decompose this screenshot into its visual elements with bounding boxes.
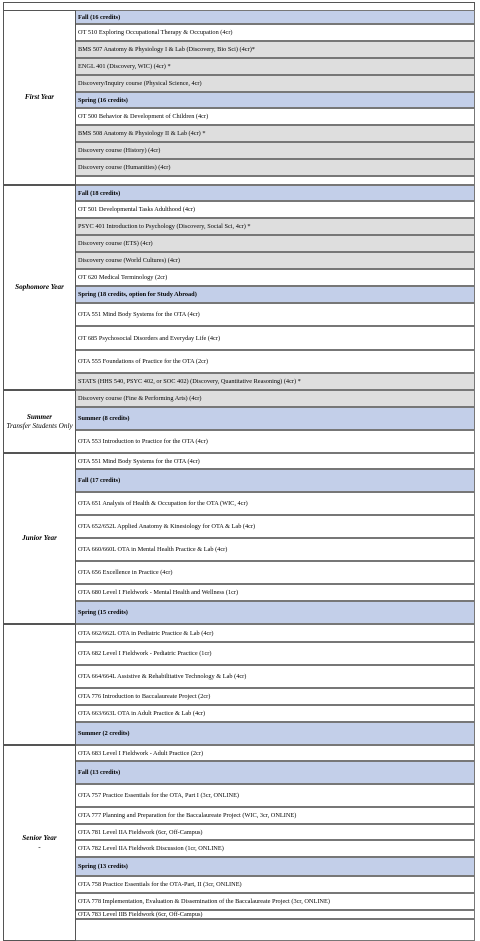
course-row: BMS 507 Anatomy & Physiology I & Lab (Discovery, Bio Sci) (4cr)* bbox=[76, 41, 475, 58]
course-row: OTA 660/660L OTA in Mental Health Practice & Lab (4cr) bbox=[76, 538, 475, 561]
course-row: OTA 683 Level I Fieldwork - Adult Practice (2cr) bbox=[76, 745, 475, 761]
course-row: STATS (HHS 540, PSYC 402, or SOC 402) (Discovery, Quantitative Reasoning) (4cr) * bbox=[76, 373, 475, 390]
course-row: Discovery course (Fine & Performing Arts) (4cr) bbox=[76, 390, 475, 407]
course-row: Discovery/Inquiry course (Physical Science, 4cr) bbox=[76, 75, 475, 92]
table-top-rule bbox=[3, 2, 475, 10]
course-row: Discovery course (World Cultures) (4cr) bbox=[76, 252, 475, 269]
course-row: OTA 553 Introduction to Practice for the OTA (4cr) bbox=[76, 430, 475, 453]
course-row: PSYC 401 Introduction to Psychology (Discovery, Social Sci, 4cr) * bbox=[76, 218, 475, 235]
year-subtitle: Transfer Students Only bbox=[6, 421, 73, 430]
course-row: OT 510 Exploring Occupational Therapy & Occupation (4cr) bbox=[76, 24, 475, 41]
term-header: Fall (16 credits) bbox=[76, 10, 475, 24]
course-row: OTA 551 Mind Body Systems for the OTA (4cr) bbox=[76, 453, 475, 469]
year-label-cell bbox=[3, 453, 76, 624]
course-row: OTA 656 Excellence in Practice (4cr) bbox=[76, 561, 475, 584]
course-row: OTA 651 Analysis of Health & Occupation for the OTA (WIC, 4cr) bbox=[76, 492, 475, 515]
course-row: OTA 776 Introduction to Baccalaureate Project (2cr) bbox=[76, 688, 475, 705]
course-row: ENGL 401 (Discovery, WIC) (4cr) * bbox=[76, 58, 475, 75]
course-row: OTA 663/663L OTA in Adult Practice & Lab (4cr) bbox=[76, 705, 475, 722]
term-header: Fall (17 credits) bbox=[76, 469, 475, 492]
curriculum-table bbox=[3, 2, 477, 918]
course-row bbox=[76, 919, 475, 941]
course-row: OTA 782 Level IIA Fieldwork Discussion (1cr, ONLINE) bbox=[76, 840, 475, 857]
term-header: Spring (15 credits) bbox=[76, 601, 475, 624]
year-title: Summer bbox=[26, 412, 53, 421]
year-label-cell bbox=[3, 10, 76, 185]
year-label-cell bbox=[3, 745, 76, 941]
course-row: OTA 652/652L Applied Anatomy & Kinesiology for OTA & Lab (4cr) bbox=[76, 515, 475, 538]
term-header: Summer (8 credits) bbox=[76, 407, 475, 430]
year-label-cell bbox=[3, 185, 76, 390]
term-header: Spring (16 credits) bbox=[76, 92, 475, 108]
year-title: Junior Year bbox=[22, 534, 57, 542]
course-row: OTA 662/662L OTA in Pediatric Practice & Lab (4cr) bbox=[76, 624, 475, 642]
course-row: OTA 777 Planning and Preparation for the Baccalaureate Project (WIC, 3cr, ONLINE) bbox=[76, 807, 475, 824]
course-row: OTA 682 Level I Fieldwork - Pediatric Practice (1cr) bbox=[76, 642, 475, 665]
term-header: Fall (18 credits) bbox=[76, 185, 475, 201]
year-title: First Year bbox=[24, 93, 55, 101]
course-row: OTA 664/664L Assistive & Rehabilitative Technology & Lab (4cr) bbox=[76, 665, 475, 688]
course-row: OT 500 Behavior & Development of Children (4cr) bbox=[76, 108, 475, 125]
year-title: Sophomore Year bbox=[15, 283, 64, 291]
course-row: Discovery course (History) (4cr) bbox=[76, 142, 475, 159]
course-row: OTA 555 Foundations of Practice for the OTA (2cr) bbox=[76, 350, 475, 373]
term-header: Spring (13 credits) bbox=[76, 857, 475, 876]
course-row: Discovery course (ETS) (4cr) bbox=[76, 235, 475, 252]
course-row: OTA 551 Mind Body Systems for the OTA (4cr) bbox=[76, 303, 475, 326]
year-label-cell bbox=[3, 390, 76, 453]
course-row: OT 620 Medical Terminology (2cr) bbox=[76, 269, 475, 286]
course-row: OTA 783 Level IIB Fieldwork (6cr, Off-Campus) bbox=[76, 910, 475, 919]
year-title: Senior Year bbox=[22, 834, 57, 842]
year-label-cell bbox=[3, 624, 76, 745]
year-subtitle: - bbox=[38, 843, 41, 851]
term-header: Spring (18 credits, option for Study Abroad) bbox=[76, 286, 475, 303]
term-header: Summer (2 credits) bbox=[76, 722, 475, 745]
course-row: OTA 757 Practice Essentials for the OTA, Part I (3cr, ONLINE) bbox=[76, 784, 475, 807]
course-row: Discovery course (Humanities) (4cr) bbox=[76, 159, 475, 176]
course-row: BMS 508 Anatomy & Physiology II & Lab (4cr) * bbox=[76, 125, 475, 142]
course-row: OTA 778 Implementation, Evaluation & Dissemination of the Baccalaureate Project (3cr, ONLINE) bbox=[76, 893, 475, 910]
course-row: OTA 781 Level IIA Fieldwork (6cr, Off-Campus) bbox=[76, 824, 475, 840]
course-row bbox=[76, 176, 475, 185]
course-row: OT 501 Developmental Tasks Adulthood (4cr) bbox=[76, 201, 475, 218]
course-row: OT 685 Psychosocial Disorders and Everyday Life (4cr) bbox=[76, 326, 475, 350]
term-header: Fall (13 credits) bbox=[76, 761, 475, 784]
course-row: OTA 758 Practice Essentials for the OTA-Part, II (3cr, ONLINE) bbox=[76, 876, 475, 893]
course-row: OTA 680 Level I Fieldwork - Mental Health and Wellness (1cr) bbox=[76, 584, 475, 601]
